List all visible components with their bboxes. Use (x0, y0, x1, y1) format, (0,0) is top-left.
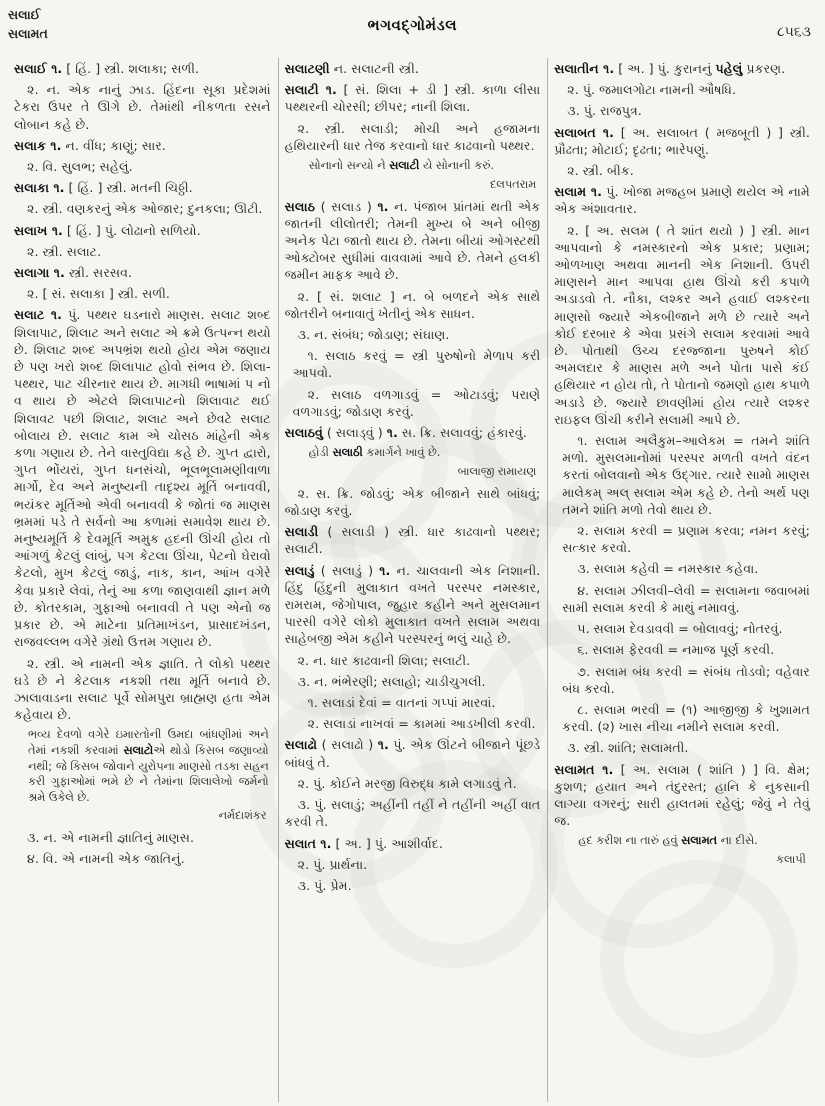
dict-sense: ૩. પું. રાજપુત્ર. (567, 103, 642, 119)
dict-entry: સલાઠ ( સલાડ ) ૧. ન. પંજાબ પ્રાંતમાં થતી એક જાતની લીલોતરી; તેમની મુખ્ય બે અને બીજી અનેક પેટા જાતો થાય છે. તેમના બીયાં ઓગસ્ટથી ઓક્ટોબર સુધીમાં વાવવામાં આવે છે. તેમને હલકી જમીન માફક આવે છે. (284, 198, 541, 283)
dict-idiom: ૭. સલામ બંધ કરવી = સંબંધ તોડવો; વહેવાર બંધ કરવો. (562, 663, 810, 696)
dict-sense: ૨. સ્ત્રી. સલાટ. (27, 243, 102, 259)
dict-sense: ૩. ન. એ નામની જ્ઞાતિનું માણસ. (27, 830, 195, 846)
dict-entry: સલાઢો ( સલાઢો ) ૧. પું. એક ઊંટને બીજાને પૂંછડે બાંધવું તે. (284, 737, 541, 770)
dict-entry: સલાક ૧. ન. વીંધ; કાણું; સાર. (14, 137, 166, 153)
page-header (8, 6, 817, 56)
running-head-last-word: સલામત (8, 25, 48, 41)
dict-sense: ૨. સ્ત્રી. એ નામની એક જ્ઞાતિ. તે લોકો પથ્થર ઘડે છે ને કેટલાક નકશી તથા મૂર્તિ બનાવે છે. ઝાલાવાડના સલાટ પૂર્વે સોમપુરા બ્રાહ્મણ હતા એમ કહેવાય છે. (14, 655, 271, 723)
dict-entry: સલાઠવું ( સલાડ્વું ) ૧. સ. ક્રિ. સલાવવું; હંકારવું. (284, 425, 527, 441)
dict-entry: સલાખ ૧. [ હિં. ] પું. લોઢાનો સળિયો. (14, 222, 201, 238)
dict-sense: ૨. પું. કોઈને મરજી વિરુદ્ધ કામે લગાડવું તે. (297, 775, 517, 791)
dict-entry: સલામ ૧. પું. ખોજા મજહબ પ્રમાણે થયેલ એ નામે એક અંશાવતાર. (554, 184, 810, 217)
dict-attribution: દલપતરામ (489, 177, 537, 191)
dictionary-columns (8, 58, 817, 1102)
dict-sense: ૨. ન. ધાર કાઢવાની શિલા; સલાટી. (297, 652, 471, 668)
dict-entry: સલાત ૧. [ અ. ] પું. આશીર્વાદ. (284, 835, 443, 851)
dict-idiom: ૧. સલામ અલૈકુમ–આલેકમ = તમને શાંતિ મળો. મુસલમાનોમાં પરસ્પર મળતી વખતે વંદન કરતાં બોલવાનો એક ઉદ્ગાર. ત્યારે સામો માણસ માલેકમ્ અલ્ સલામ એમ કહે છે. તેનો અર્થ પણ તમને શાંતિ મળો તેવો થાય છે. (562, 433, 810, 517)
dict-sense: ૨. સ્ત્રી. વણકરનું એક ઓજાર; દુનકલા; ઊટી. (27, 201, 263, 217)
dict-sense: ૨. પું. જમાલગોટા નામની ઔષધિ. (567, 82, 737, 98)
dict-entry: સલાઈ ૧. [ હિં. ] સ્ત્રી. શલાકા; સળી. (14, 61, 200, 76)
dict-column (547, 58, 817, 1102)
dict-quote: હોડી સલાઠી કમાર્ગને ખાવું છે. (308, 446, 441, 460)
dict-sense: ૨. સ્ત્રી. સલાડી; મોચી અને હજામના હથિયારની ધાર તેજ કરવાનો ધાર કાઢવાનો પથ્થર. (284, 120, 541, 153)
dict-idiom: ૨. સલાડાં નાખવાં = કામમાં આડખીલી કરવી. (307, 716, 536, 732)
dict-idiom: ૧. સલાઠ કરવું = સ્ત્રી પુરુષોનો મેળાપ કરી આપવો. (292, 348, 541, 381)
dict-idiom: ૫. સલામ દેવડાવવી = બોલાવવું; નોતરવું. (577, 621, 783, 637)
dict-sense: ૨. સ. ક્રિ. જોડવું; એક બીજાને સાથે બાંધવું; જોડાણ કરવું. (284, 485, 541, 519)
dict-column (8, 58, 278, 1102)
dict-column (278, 58, 548, 1102)
dict-sense: ૪. વિ. એ નામની એક જાતિનું. (27, 851, 185, 867)
dict-quote: સોનાનો સન્યો ને સલાટી યે સોનાની કરું. (308, 159, 495, 173)
dict-sense: ૨. સ્ત્રી. બીક. (567, 163, 634, 179)
page-number: ૮૫૬૩ (776, 24, 811, 40)
dict-idiom: ૧. સલાડાં દેવાં = વાતનાં ગપ્પાં મારવાં. (307, 695, 496, 711)
dict-quote: હદ કરીશ ના તારું હવું સલામત ના દીસે. (578, 834, 758, 848)
dict-sense: ૨. [ સં. સલાકા ] સ્ત્રી. સળી. (27, 286, 170, 302)
dict-sense: ૩. સ્ત્રી. શાંતિ; સલામતી. (567, 740, 689, 756)
dict-attribution: નર્મદાશંકર (218, 809, 267, 823)
dict-idiom: ૨. સલાઠ વળગાડવું = ઓટાડવું; પરાણે વળગાડવું; જોડાણ કરવું. (292, 386, 541, 419)
dict-quote: ભવ્ય દેવળો વગેરે ઇમારતોની ઉમદા બાંધણીમાં અને તેમાં નકશી કરવામાં સલાટોએ થોડો કિસબ જણાવ્યો નથી; જે કિસબ જોવાને યુરોપના માણસો તડકા સહન કરી ગુફાઓમાં ભમે છે ને તેમાંના શિલાલેખો જર્મનો શ્રમે ઉકેલે છે. (28, 728, 269, 804)
dict-entry: સલાડી ( સલાડી ) સ્ત્રી. ધાર કાઢવાનો પથ્થર; સલાટી. (284, 524, 541, 557)
page-title: ભગવદ્ગોમંડલ (367, 16, 458, 34)
dict-idiom: ૮. સલામ ભરવી = (૧) આજીજી કે ખુશામત કરવી. (૨) ખાસ નીચા નમીને સલામ કરવી. (562, 701, 810, 735)
dict-sense: ૨. ન. એક નાનું ઝાડ. હિંદના સૂકા પ્રદેશમાં ટેકરા ઉપર તે ઊગે છે. તેમાંથી નીકળતા રસને લોબાન કહે છે. (14, 82, 271, 132)
dict-sense: ૩. પું. સલાડું; અહીંની તહીં ને તહીંની અહીં વાત કરવી તે. (284, 797, 541, 830)
dict-sense: ૩. ન. સંબંધ; જોડાણ; સંઘાણ. (297, 327, 450, 343)
dict-entry: સલામત ૧. [ અ. સલામ ( શાંતિ ) ] વિ. ક્ષેમ; કુશળ; હયાત અને તંદુરસ્ત; હાનિ કે નુકસાની લાગ્યા વગરનું; સારી હાલતમાં રહેલું; જેવું ને તેવું જ. (554, 761, 810, 829)
dict-idiom: ૩. સલામ કહેવી = નમસ્કાર કહેવા. (577, 561, 759, 577)
dict-idiom: ૪. સલામ ઝીલવી–લેવી = સલામના જવાબમાં સામી સલામ કરવી કે માથું નમાવવું. (562, 582, 810, 615)
running-head-first-word: સલાઈ (8, 7, 41, 22)
dict-idiom: ૬. સલામ ફેરવવી = નમાજ પૂર્ણ કરવી. (577, 642, 775, 658)
dict-entry: સલાતીન ૧. [ અ. ] પું. કુરાનનું પહેલું પ્રકરણ. (554, 61, 786, 76)
dict-entry: સલાબત ૧. [ અ. સલાબત ( મજબૂતી ) ] સ્ત્રી. પ્રૌઢતા; મોટાઈ; દૃઢતા; ભારેપણું. (554, 124, 810, 157)
dict-entry: સલાટણી ન. સલાટની સ્ત્રી. (284, 61, 419, 76)
dict-entry: સલાટી ૧. [ સં. શિલા + ડી ] સ્ત્રી. કાળા લીસા પથ્થરની ચોરસી; છીપર; નાની શિલા. (284, 82, 541, 115)
dict-sense: ૨. વિ. સુલભ; સહેલું. (27, 159, 133, 175)
dict-attribution: કલાપી (776, 852, 806, 866)
dict-sense: ૨. [ સં. શલાટ ] ન. બે બળદને એક સાથે જોતરીને બનાવાતું ખેતીનું એક સાધન. (284, 288, 541, 321)
dict-sense: ૨. પું. પ્રાર્થના. (297, 856, 368, 872)
dict-entry: સલાકા ૧. [ હિં. ] સ્ત્રી. મતની ચિઠ્ઠી. (14, 180, 193, 196)
dict-entry: સલાગા ૧. સ્ત્રી. સરસવ. (14, 265, 133, 281)
dict-attribution: બાલાજી રામાયણ (457, 464, 537, 478)
dict-sense: ૨. [ અ. સલમ ( તે શાંત થયો ) ] સ્ત્રી. માન આપવાનો કે નમસ્કારનો એક પ્રકાર; પ્રણામ; ઓળખાણ અથવા માનની એક નિશાની. ઉપરી માણસને માન આપવા હાથ ઊંચો કરી કપાળે અડાડવો તે. નૌકા, લશ્કર અને હવાઈ લશ્કરના માણસો જ્યારે એકબીજાને મળે છે ત્યારે અને કોઈ દરબાર કે એવા પ્રસંગે સલામ કરવામાં આવે છે. પોતાથી ઉચ્ચ દરજ્જાના પુરુષને કોઈ અમલદાર કે માણસ મળે અને પોતા પાસે કંઈ હથિયાર ન હોય તો, તે પોતાનો જમણો હાથ કપાળે અડાડે છે. જ્યારે છાવણીમાં હોય ત્યારે લશ્કર રાઇફલ ઊંચી કરીને સલામી આપે છે. (554, 222, 810, 427)
running-head-left (8, 6, 48, 44)
dict-entry: સલાડું ( સલાડું ) ૧. ન. ચાલવાની એક નિશાની. હિંદુ હિંદુની મુલાકાત વખતે પરસ્પર નમસ્કાર, રામરામ, જેગોપાલ, જુહાર કહીને અને મુસલમાન પારસી વગેરે લોકો મુલાકાત વખતે સલામ અથવા સાહેબજી એમ કહીને પરસ્પરનું ભલું ચાહે છે. (284, 562, 541, 647)
dict-entry: સલાટ ૧. પું. પથ્થર ઘડનારો માણસ. સલાટ શબ્દ શિલાપાટ, શિલાટ અને સલાટ એ ક્રમે ઉત્પન્ન થયો છે. શિલાટ શબ્દ અપભ્રંશ થયો હોય એમ જણાય છે પણ ખરો શબ્દ શિલાપાટ હોવો સંભવ છે. શિલા-પથ્થર, પાટ ચીરનાર થાય છે. માગધી ભાષામાં પ નો વ થાય છે એટલે શિલાપાટનો શિલાવાટ થઈ શિલાવટ પછી શિલાટ, શલાટ અને છેવટે સલાટ બોલાય છે. સલાટ કામ એ ચોસઠ માંહેની એક કળા ગણાય છે. તેને વાસ્તુવિદ્યા કહે છે. ગુપ્ત દ્વારો, ગુપ્ત ભોંયરાં, ગુપ્ત ધનસંચો, ભૂલભૂલામણીવાળા માર્ગો, દેવ અને મનુષ્યની તાદૃશ્ય મૂર્તિ બનાવવી, ભયંકર મૂર્તિઓ એવી બનાવવી કે જોતાં જ માણસ ભ્રમમાં પડે તે સર્વનો આ કળામાં સમાવેશ થાય છે. મનુષ્યમૂર્તિ કે દેવમૂર્તિ અમુક હદની ઊંચી હોય તો આંગળું કેટલું લાંબું, પગ કેટલા ઊંચા, પેટનો ઘેરાવો કેટલો, મુખ કેટલું જાડું, નાક, કાન, આંખ વગેરે કેવા પ્રકારે લેવાં, તેનું આ કળા જાણવાથી જ્ઞાન મળે છે. કોતરકામ, ગુફાઓ બનાવવી તે પણ એનો જ પ્રકાર છે. એ માટેના પ્રતિમાખંડન, પ્રાસાદખંડન, રાજવલ્લભ વગેરે ગ્રંથો ઉત્તમ ગણાય છે. (14, 307, 271, 650)
dict-sense: ૩. ન. ભંભેરણી; સલાહો; ચાડીચુગલી. (297, 673, 486, 689)
dict-sense: ૩. પું. પ્રેમ. (297, 877, 352, 893)
dict-idiom: ૨. સલામ કરવી = પ્રણામ કરવા; નમન કરવું; સત્કાર કરવો. (562, 523, 810, 556)
